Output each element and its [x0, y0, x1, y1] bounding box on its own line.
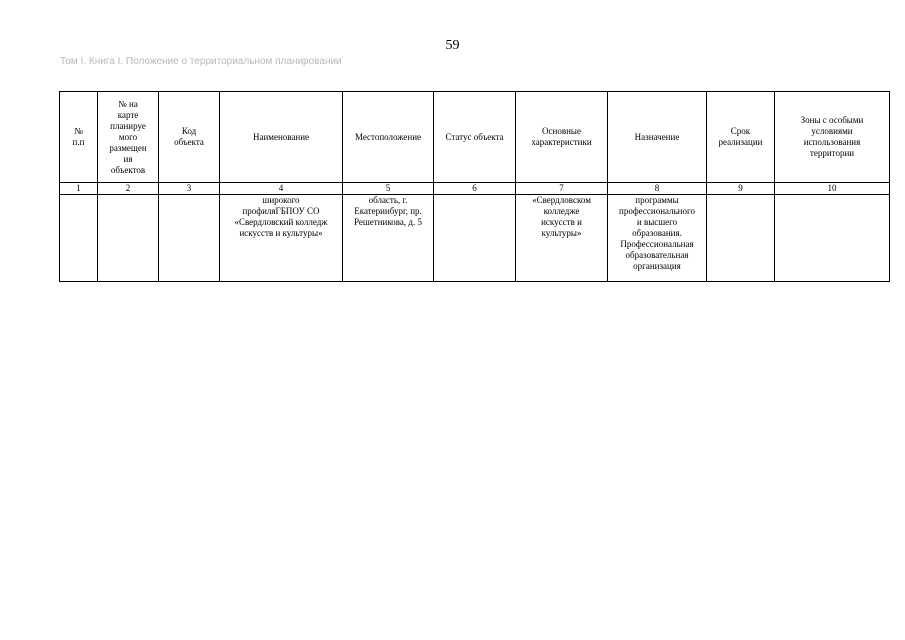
column-number-2: 2 — [98, 183, 159, 195]
column-number-1: 1 — [60, 183, 98, 195]
table-cell-col-1 — [60, 195, 98, 282]
table-cell-col-5: область, г. Екатеринбург, пр. Решетникова, д. 5 — [343, 195, 434, 282]
column-number-10: 10 — [775, 183, 890, 195]
table-cell-col-9 — [707, 195, 775, 282]
running-header: Том I. Книга I. Положение о территориальном планировании — [60, 56, 342, 67]
column-header-9: Срок реализации — [707, 92, 775, 183]
planning-objects-table — [59, 91, 890, 282]
table-cell-col-2 — [98, 195, 159, 282]
column-number-9: 9 — [707, 183, 775, 195]
column-header-10: Зоны с особыми условиями использования территории — [775, 92, 890, 183]
column-header-1: № п.п — [60, 92, 98, 183]
column-number-6: 6 — [434, 183, 516, 195]
column-number-3: 3 — [159, 183, 220, 195]
column-header-7: Основные характеристики — [516, 92, 608, 183]
header-row — [60, 92, 890, 183]
column-header-3: Код объекта — [159, 92, 220, 183]
column-number-4: 4 — [220, 183, 343, 195]
column-header-6: Статус объекта — [434, 92, 516, 183]
page-number: 59 — [445, 38, 460, 53]
column-header-5: Местоположение — [343, 92, 434, 183]
table-cell-col-7: «Свердловском колледже искусств и культуры» — [516, 195, 608, 282]
table-cell-col-10 — [775, 195, 890, 282]
table-cell-col-8: программы профессионального и высшего образования. Профессиональная образовательная организация — [608, 195, 707, 282]
table-cell-col-4: широкого профиляГБПОУ СО «Свердловский колледж искусств и культуры» — [220, 195, 343, 282]
column-number-5: 5 — [343, 183, 434, 195]
column-number-8: 8 — [608, 183, 707, 195]
table-row — [60, 195, 890, 282]
column-number-row — [60, 183, 890, 195]
table-body — [60, 92, 890, 282]
column-header-8: Назначение — [608, 92, 707, 183]
column-number-7: 7 — [516, 183, 608, 195]
table-cell-col-3 — [159, 195, 220, 282]
column-header-2: № на карте планируе мого размещен ия объектов — [98, 92, 159, 183]
table-cell-col-6 — [434, 195, 516, 282]
column-header-4: Наименование — [220, 92, 343, 183]
